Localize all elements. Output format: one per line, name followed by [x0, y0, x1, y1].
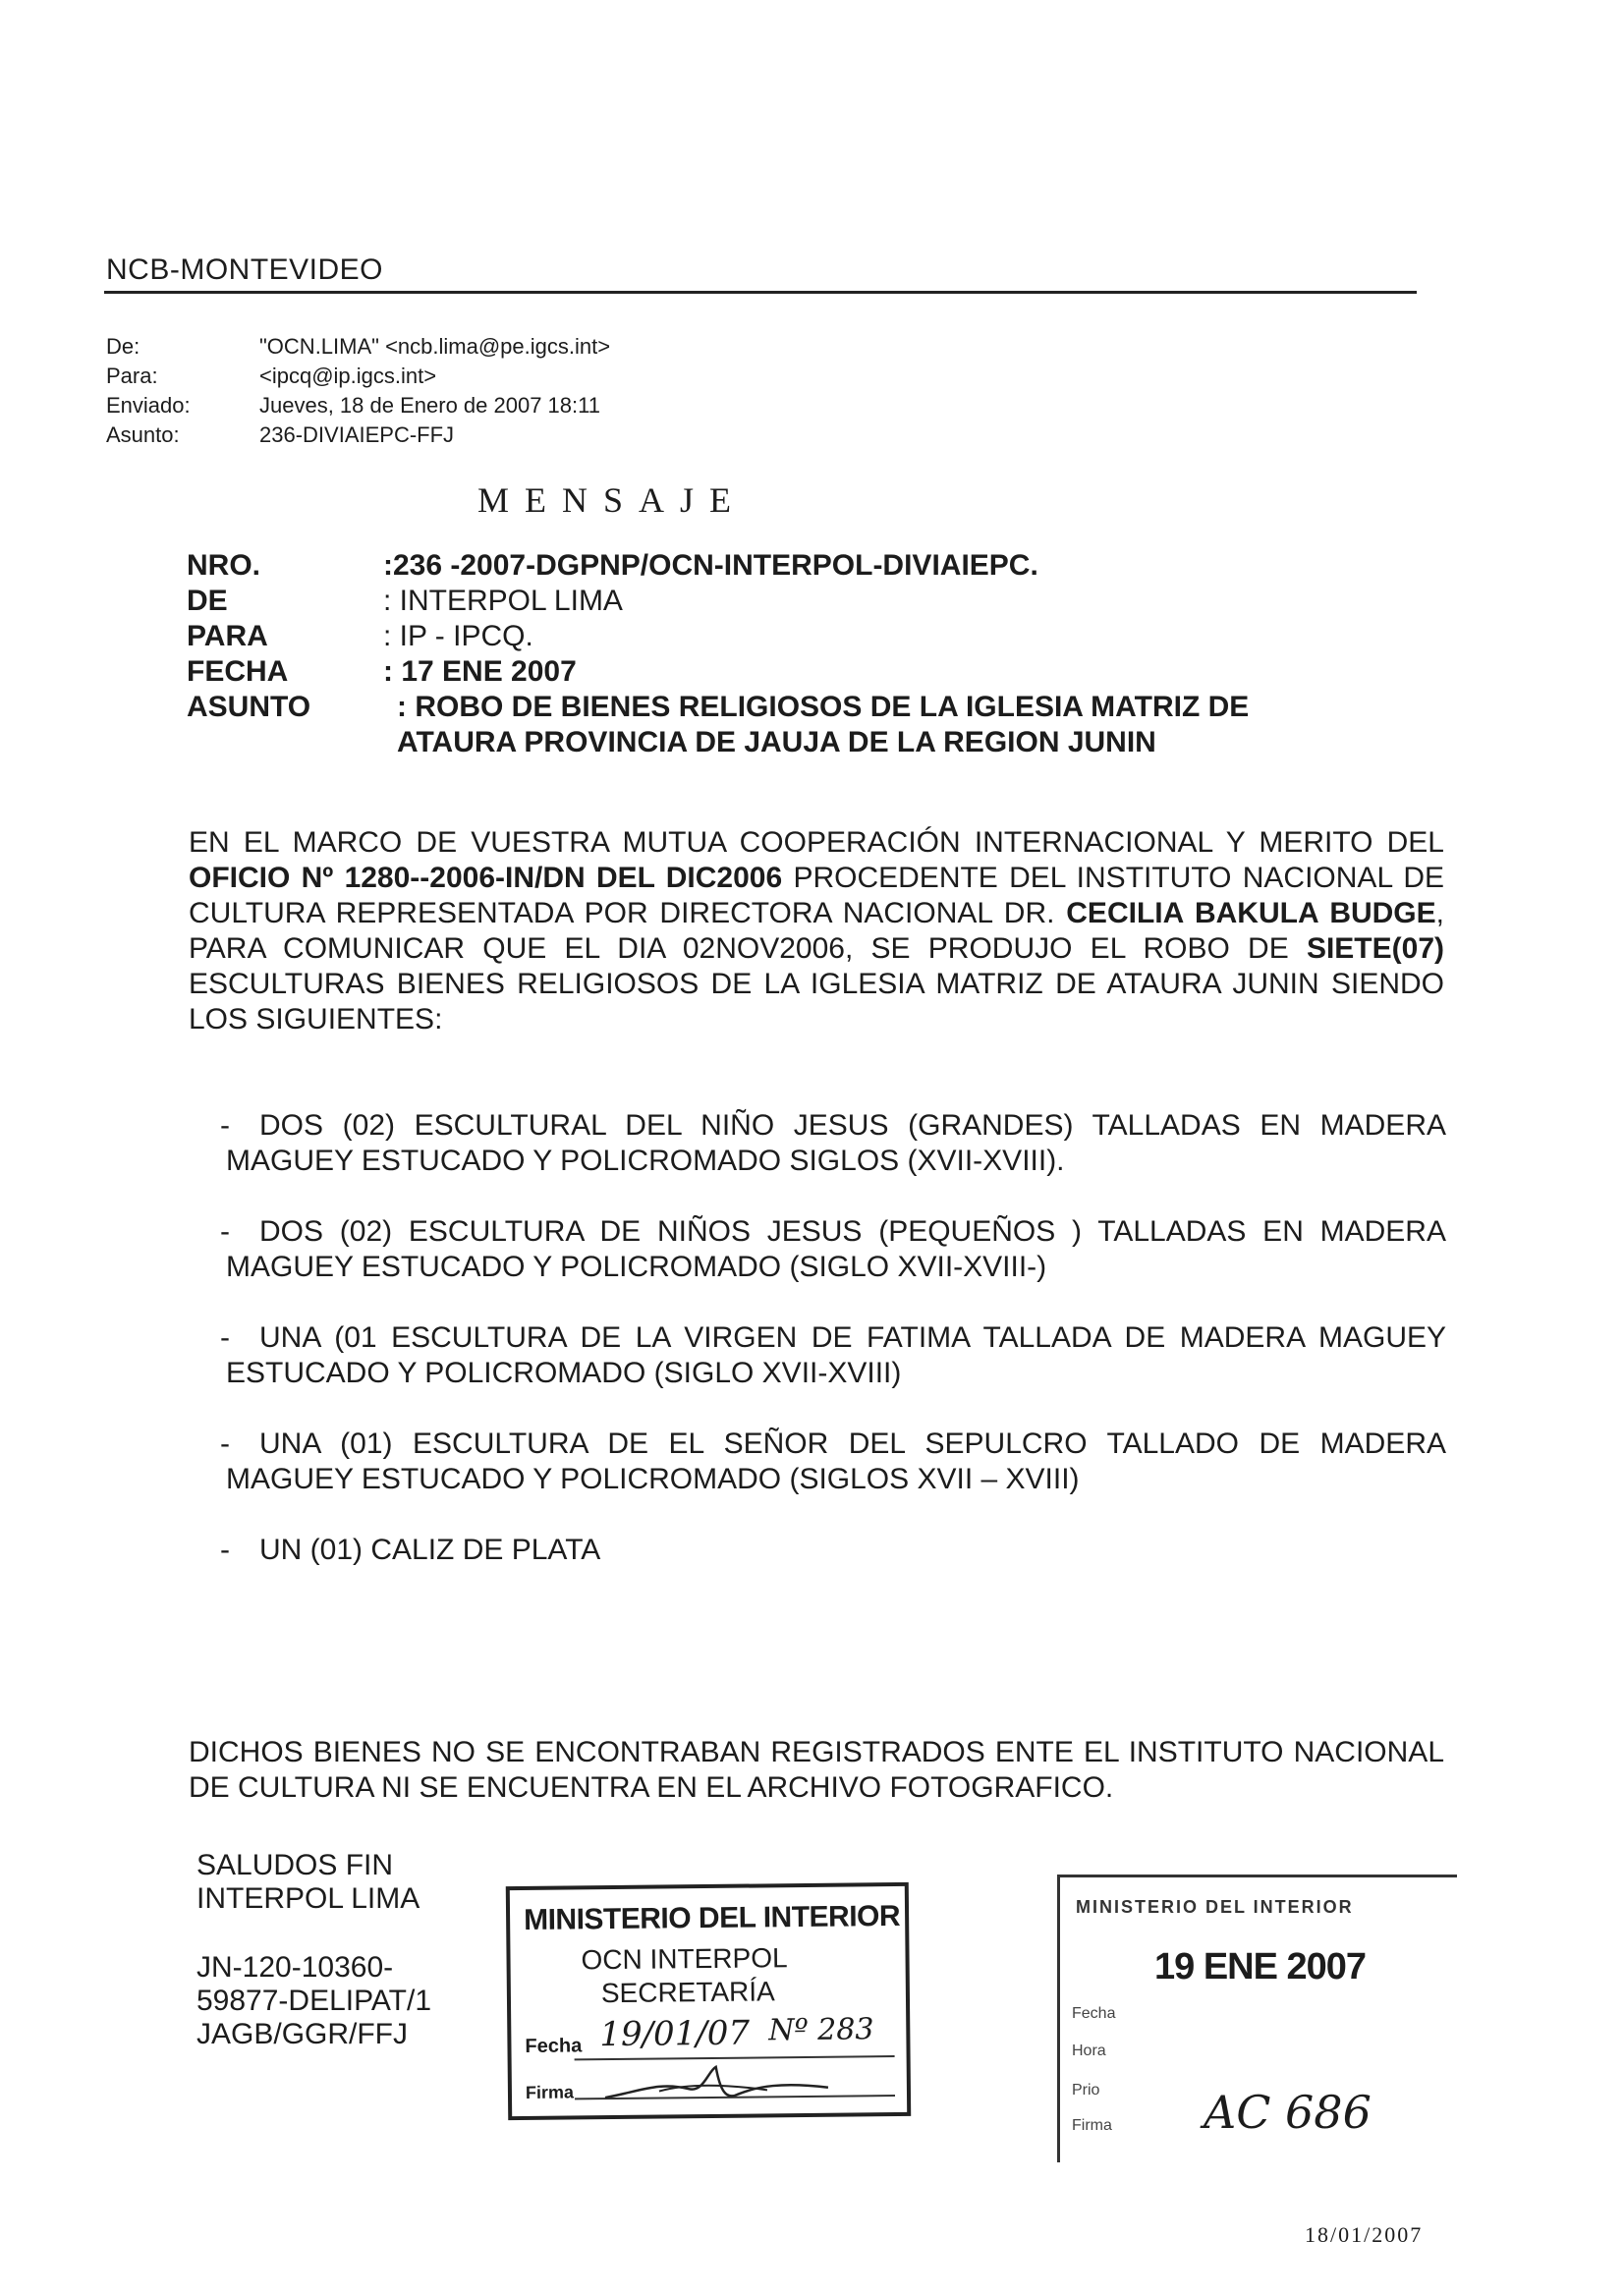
- meta-de-row: [187, 584, 1444, 619]
- closing-block: [196, 1849, 431, 2051]
- list-dash: -: [220, 1321, 230, 1354]
- list-item: [220, 1108, 1446, 1179]
- meta-fecha-value: : 17 ENE 2007: [383, 655, 577, 688]
- reference-line-3: JAGB/GGR/FFJ: [196, 2018, 409, 2050]
- stolen-items-list: [220, 1108, 1446, 1568]
- closing-signature: INTERPOL LIMA: [196, 1882, 420, 1915]
- email-sent-label: Enviado:: [106, 393, 191, 418]
- list-item-text: DOS (02) ESCULTURAL DEL NIÑO JESUS (GRANDES) TALLADAS EN MADERA MAGUEY ESTUCADO Y POLICROMADO SIGLOS (XVII-XVIII).: [226, 1109, 1446, 1177]
- list-dash: -: [220, 1109, 230, 1142]
- list-item: [220, 1320, 1446, 1391]
- signature-scribble-icon: [600, 2060, 836, 2108]
- meta-para-value: : IP - IPCQ.: [383, 620, 533, 652]
- list-item-text: UNA (01 ESCULTURA DE LA VIRGEN DE FATIMA TALLADA DE MADERA MAGUEY ESTUCADO Y POLICROMADO (SIGLO XVII-XVIII): [226, 1321, 1446, 1389]
- reception-hora-label: Hora: [1072, 2043, 1106, 2059]
- reference-line-1: JN-120-10360-: [196, 1951, 394, 1984]
- stamp-fecha-line: [575, 2055, 895, 2060]
- meta-nro-label: NRO.: [187, 549, 260, 582]
- stamp-title: MINISTERIO DEL INTERIOR: [523, 1899, 901, 1936]
- meta-nro-value: :236 -2007-DGPNP/OCN-INTERPOL-DIVIAIEPC.: [383, 549, 1038, 582]
- meta-asunto-value-2: ATAURA PROVINCIA DE JAUJA DE LA REGION JUNIN: [397, 726, 1156, 758]
- email-from-row: [106, 332, 610, 362]
- p1-text-g: ESCULTURAS BIENES RELIGIOSOS DE LA IGLESIA MATRIZ DE ATAURA JUNIN SIENDO LOS SIGUIENTES:: [189, 968, 1444, 1036]
- p1-count: SIETE(07): [1306, 932, 1444, 965]
- email-to-label: Para:: [106, 364, 158, 388]
- email-subject-label: Asunto:: [106, 422, 180, 447]
- header-rule: [104, 291, 1417, 294]
- reception-stamp-header: MINISTERIO DEL INTERIOR: [1076, 1897, 1354, 1917]
- document-header-title: NCB-MONTEVIDEO: [106, 253, 384, 286]
- body-paragraph-2: DICHOS BIENES NO SE ENCONTRABAN REGISTRADOS ENTE EL INSTITUTO NACIONAL DE CULTURA NI SE ENCUENTRA EN EL ARCHIVO FOTOGRAFICO.: [189, 1736, 1444, 1804]
- meta-asunto-value: : ROBO DE BIENES RELIGIOSOS DE LA IGLESIA MATRIZ DE: [397, 691, 1250, 723]
- meta-asunto-row-2: [187, 725, 1444, 760]
- stamp-line-2: SECRETARÍA: [600, 1976, 775, 2009]
- stamp-handwritten-number: Nº 283: [768, 2012, 874, 2048]
- stamp-firma-label: Firma: [525, 2082, 575, 2102]
- stamp-line-1: OCN INTERPOL: [581, 1942, 788, 1976]
- reception-stamp-date: 19 ENE 2007: [1154, 1946, 1367, 1987]
- ministry-stamp: [506, 1882, 911, 2120]
- meta-fecha-row: [187, 654, 1444, 690]
- email-to-row: [106, 362, 610, 391]
- email-header: [106, 332, 610, 450]
- email-sent-value: Jueves, 18 de Enero de 2007 18:11: [259, 393, 600, 418]
- message-title: MENSAJE: [477, 480, 748, 520]
- list-dash: -: [220, 1215, 230, 1248]
- p1-text-a: EN EL MARCO DE VUESTRA MUTUA COOPERACIÓN INTERNACIONAL Y MERITO DEL: [189, 826, 1444, 859]
- message-meta: [187, 548, 1444, 760]
- reference-line-2: 59877-DELIPAT/1: [196, 1985, 432, 2017]
- list-item-text: DOS (02) ESCULTURA DE NIÑOS JESUS (PEQUEÑOS ) TALLADAS EN MADERA MAGUEY ESTUCADO Y POLICROMADO (SIGLO XVII-XVIII-): [226, 1215, 1446, 1283]
- email-subject-row: [106, 420, 610, 450]
- body-paragraph-1: [189, 825, 1444, 1037]
- meta-para-label: PARA: [187, 620, 268, 652]
- p1-text-c: PROCEDENTE DEL INSTITUTO NACIONAL DE CULTURA REPRESENTADA POR DIRECTORA NACIONAL DR.: [189, 862, 1444, 929]
- list-item: [220, 1427, 1446, 1497]
- list-dash: -: [220, 1534, 230, 1566]
- meta-fecha-label: FECHA: [187, 655, 289, 688]
- reception-handwritten-code: AC 686: [1204, 2086, 1372, 2139]
- reception-stamp: [1057, 1875, 1457, 2162]
- reception-prio-label: Prio: [1072, 2082, 1100, 2099]
- meta-para-row: [187, 619, 1444, 654]
- email-from-value: "OCN.LIMA" <ncb.lima@pe.igcs.int>: [259, 334, 611, 359]
- meta-asunto-label: ASUNTO: [187, 691, 311, 723]
- stamp-handwritten-date: 19/01/07: [599, 2013, 751, 2055]
- meta-de-label: DE: [187, 585, 228, 617]
- p1-oficio-ref: OFICIO Nº 1280--2006-IN/DN DEL DIC2006: [189, 862, 783, 894]
- p1-director-name: CECILIA BAKULA BUDGE: [1066, 897, 1436, 929]
- list-dash: -: [220, 1427, 230, 1460]
- email-subject-value: 236-DIVIAIEPC-FFJ: [259, 422, 455, 447]
- email-sent-row: [106, 391, 610, 420]
- stamp-fecha-label: Fecha: [525, 2035, 583, 2057]
- email-from-label: De:: [106, 334, 140, 359]
- closing-greeting: SALUDOS FIN: [196, 1849, 394, 1881]
- meta-de-value: : INTERPOL LIMA: [383, 585, 623, 617]
- reception-firma-label: Firma: [1072, 2117, 1112, 2134]
- meta-asunto-row: [187, 690, 1444, 725]
- meta-nro-row: [187, 548, 1444, 584]
- p1-text-e: , PARA COMUNICAR QUE EL DIA 02NOV2006, SE PRODUJO EL ROBO DE: [189, 897, 1444, 965]
- fax-footer-date: 18/01/2007: [1305, 2222, 1424, 2247]
- email-to-value: <ipcq@ip.igcs.int>: [259, 364, 437, 388]
- list-item: [220, 1214, 1446, 1285]
- list-item-text: UN (01) CALIZ DE PLATA: [259, 1534, 601, 1566]
- reception-fecha-label: Fecha: [1072, 2005, 1116, 2022]
- list-item-text: UNA (01) ESCULTURA DE EL SEÑOR DEL SEPULCRO TALLADO DE MADERA MAGUEY ESTUCADO Y POLICROMADO (SIGLOS XVII – XVIII): [226, 1427, 1446, 1495]
- list-item: [220, 1533, 1446, 1568]
